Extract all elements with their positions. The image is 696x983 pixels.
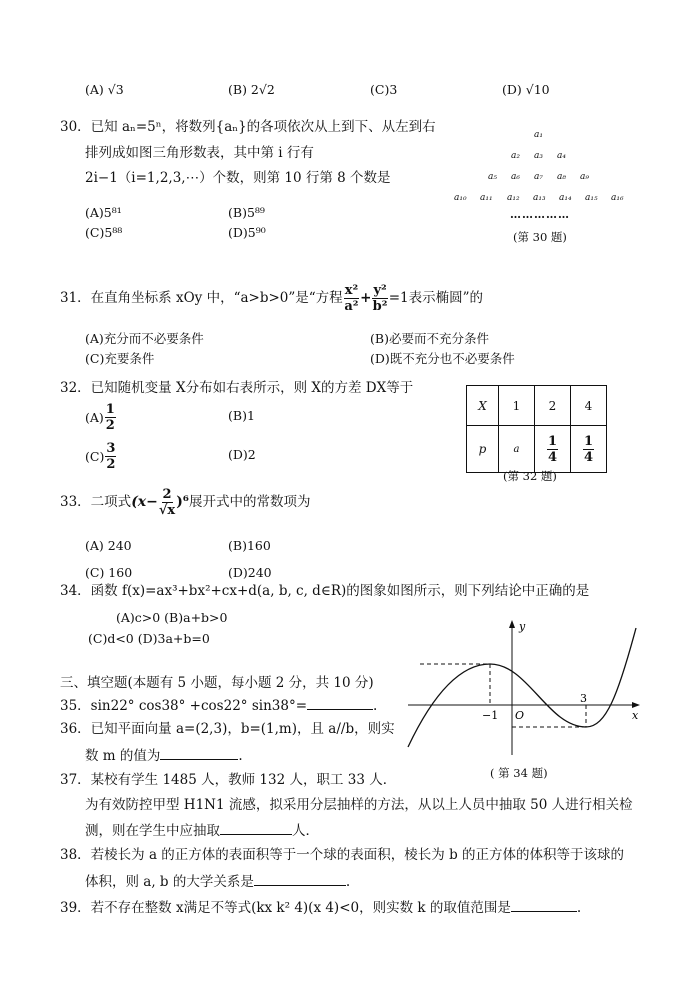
q31-a2: a² xyxy=(344,298,359,314)
q31-x2: x² xyxy=(344,282,359,298)
tri-cell: a₉ xyxy=(580,172,589,182)
q32-text: 32．已知随机变量 X分布如右表所示，则 X的方差 DX等于 xyxy=(60,380,414,396)
q31-option-c: (C)充要条件 xyxy=(85,351,155,366)
tri-cell: a₁₀ xyxy=(454,193,467,203)
q32-a-label: (A) xyxy=(85,409,104,425)
q35-answer-blank[interactable] xyxy=(307,697,373,710)
q31-y2: y² xyxy=(373,282,387,298)
origin-label: O xyxy=(515,709,525,722)
q29-option-d: (D) √10 xyxy=(502,82,550,97)
q36-line2 xyxy=(85,747,243,764)
q32-a-num: 1 xyxy=(105,401,115,417)
q35-end: . xyxy=(373,698,378,714)
q36-line1: 36．已知平面向量 a=(2,3)，b=(1,m)，且 a//b，则实 xyxy=(60,721,395,737)
neg1-label: −1 xyxy=(482,709,499,722)
q32-caption: (第 32 题) xyxy=(503,469,557,483)
q32-c-label: (C) xyxy=(85,448,105,464)
q30-option-d: (D)5⁹⁰ xyxy=(228,225,266,240)
q33-option-a: (A) 240 xyxy=(85,538,132,553)
q33-expr-open: (x− xyxy=(131,493,158,510)
q29-option-b: (B) 2√2 xyxy=(228,82,275,97)
x-axis-arrow xyxy=(632,702,640,708)
q37-end: 人． xyxy=(292,823,319,839)
tri-cell: a₇ xyxy=(534,172,543,182)
tri-cell: a₁₃ xyxy=(533,193,546,203)
tri-cell: a₁₂ xyxy=(507,193,520,203)
q32-a-den: 2 xyxy=(105,417,115,433)
q39-answer-blank[interactable] xyxy=(511,899,577,912)
q37-line1: 37．某校有学生 1485 人，教师 132 人，职工 33 人． xyxy=(60,772,397,788)
tri-cell: a₈ xyxy=(557,172,566,182)
q30-line1: 30．已知 aₙ=5ⁿ，将数列{aₙ}的各项依次从上到下、从左到右 xyxy=(60,119,436,135)
table-cell: X xyxy=(467,386,499,426)
q31-suffix: =1表示椭圆”的 xyxy=(388,289,484,306)
q37-text: 测，则在学生中应抽取 xyxy=(85,823,220,839)
q39-end: . xyxy=(576,900,582,916)
tri-cell: a₁₆ xyxy=(611,193,624,203)
q33-suffix: 展开式中的常数项为 xyxy=(188,493,311,510)
table-cell: 4 xyxy=(571,386,607,426)
q36-answer-blank[interactable] xyxy=(160,747,238,760)
tri-cell: a₅ xyxy=(488,172,497,182)
tri-ellipsis: …………… xyxy=(510,208,570,221)
tri-cell: a₆ xyxy=(511,172,520,182)
table-cell: 2 xyxy=(535,386,571,426)
tri-cell: a₄ xyxy=(557,151,566,161)
tri-cell: a₁₁ xyxy=(480,193,493,203)
q31-option-a: (A)充分而不必要条件 xyxy=(85,331,204,346)
q32-option-d: (D)2 xyxy=(228,447,256,462)
q34-options-row1: (A)c>0 (B)a+b>0 xyxy=(116,610,228,625)
table-frac-den: 4 xyxy=(583,449,594,465)
tri-cell: a₂ xyxy=(511,151,520,161)
three-label: 3 xyxy=(580,692,587,705)
q38-answer-blank[interactable] xyxy=(254,873,346,886)
q30-option-b: (B)5⁸⁹ xyxy=(228,205,265,220)
q32-c-num: 3 xyxy=(106,440,116,456)
q39-line xyxy=(60,899,581,916)
section3-heading: 三、填空题(本题有 5 小题，每小题 2 分，共 10 分) xyxy=(60,675,374,691)
q33-prefix: 33．二项式 xyxy=(60,493,132,510)
q36-text: 数 m 的值为 xyxy=(85,748,161,764)
q29-option-c: (C)3 xyxy=(370,82,398,97)
q31-prefix: 31．在直角坐标系 xOy 中，“a>b>0”是“方程 xyxy=(60,289,343,306)
table-cell: a xyxy=(499,426,535,473)
tri-cell: a₁₄ xyxy=(559,193,572,203)
q30-option-c: (C)5⁸⁸ xyxy=(85,225,123,240)
q38-end: . xyxy=(345,874,351,890)
q30-option-a: (A)5⁸¹ xyxy=(85,205,122,220)
cubic-curve xyxy=(408,628,636,747)
q38-line2 xyxy=(85,873,350,890)
q31-option-d: (D)既不充分也不必要条件 xyxy=(370,351,515,366)
q38-text: 体积，则 a, b 的大学关系是 xyxy=(85,874,254,890)
q37-line3 xyxy=(85,822,319,839)
q31-option-b: (B)必要而不充分条件 xyxy=(370,331,489,346)
q34-caption: ( 第 34 题) xyxy=(490,766,548,780)
q38-line1: 38．若棱长为 a 的正方体的表面积等于一个球的表面积，棱长为 b 的正方体的体积等于该球的 xyxy=(60,847,625,863)
q35-text: 35．sin22° cos38° +cos22° sin38°= xyxy=(60,698,308,714)
table-frac-num: 1 xyxy=(547,433,558,449)
q37-line2: 为有效防控甲型 H1N1 流感，拟采用分层抽样的方法，从以上人员中抽取 50 人进行相关检 xyxy=(85,797,633,813)
q31-plus: + xyxy=(360,289,372,306)
y-label: y xyxy=(519,620,526,633)
x-label: x xyxy=(632,709,639,722)
q33-frac-num: 2 xyxy=(162,486,172,502)
q33-option-d: (D)240 xyxy=(228,565,272,580)
q32-option-b: (B)1 xyxy=(228,408,255,423)
q33-option-b: (B)160 xyxy=(228,538,271,553)
q33-option-c: (C) 160 xyxy=(85,565,133,580)
q34-text: 34．函数 f(x)=ax³+bx²+cx+d(a, b, c, d∈R)的图象如图所示，则下列结论中正确的是 xyxy=(60,583,590,599)
q30-line3: 2i−1（i=1,2,3,⋯）个数，则第 10 行第 8 个数是 xyxy=(85,170,391,186)
q30-line2: 排列成如图三角形数表，其中第 i 行有 xyxy=(85,145,314,161)
tri-cell: a₁ xyxy=(534,130,543,140)
q33-expr-close: )⁶ xyxy=(176,493,189,510)
q35-line xyxy=(60,697,377,714)
q29-option-a: (A) √3 xyxy=(85,82,124,97)
table-frac-num: 1 xyxy=(583,433,594,449)
y-axis-arrow xyxy=(509,620,515,628)
q33-frac-den: √x xyxy=(158,502,176,518)
q36-end: . xyxy=(238,748,243,764)
q30-caption: (第 30 题) xyxy=(513,230,567,244)
q32-c-den: 2 xyxy=(106,456,116,472)
q37-answer-blank[interactable] xyxy=(220,822,292,835)
q34-options-row2: (C)d<0 (D)3a+b=0 xyxy=(88,631,210,646)
table-cell: 1 xyxy=(499,386,535,426)
q39-text: 39．若不存在整数 x满足不等式(kx k² 4)(x 4)<0，则实数 k 的取值范围是 xyxy=(60,900,511,916)
q31-b2: b² xyxy=(372,298,388,314)
tri-cell: a₁₅ xyxy=(585,193,598,203)
tri-cell: a₃ xyxy=(534,151,543,161)
table-frac-den: 4 xyxy=(547,449,558,465)
table-cell: p xyxy=(467,426,499,473)
